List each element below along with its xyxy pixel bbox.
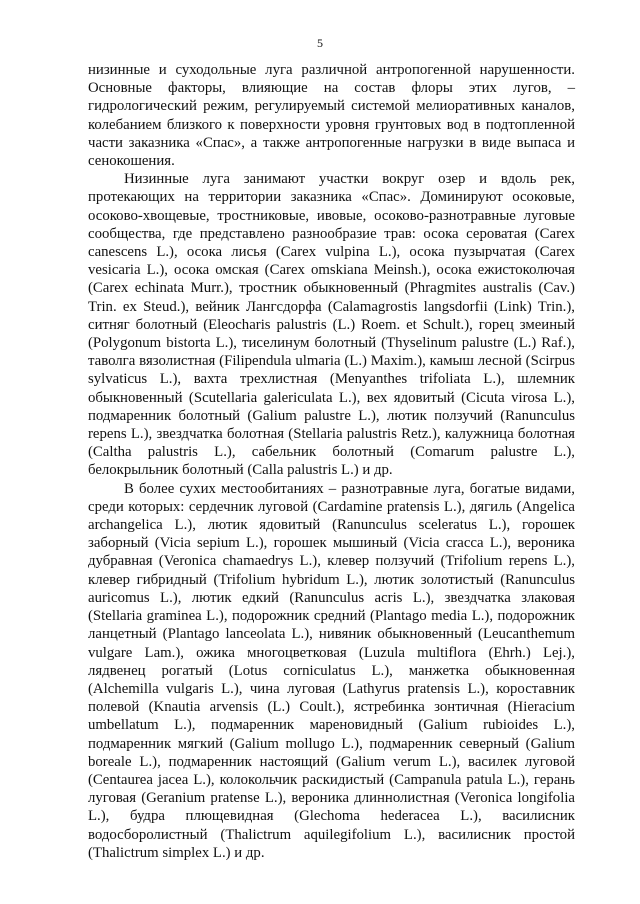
page-number: 5 <box>317 36 323 50</box>
paragraph-continuation: низинные и суходольные луга различной антропогенной нарушенности. Основные факторы, влияющие на состав флоры этих лугов, – гидрологический режим, регулируемый системой мелиоративных каналов, колебанием близкого к поверхности уровня грунтовых вод в подтопленной части заказника «Спас», а также антропогенные нагрузки в виде выпаса и сенокошения. <box>88 62 575 170</box>
paragraph-lowland-meadows: Низинные луга занимают участки вокруг озер и вдоль рек, протекающих на территории заказника «Спас». Доминируют осоковые, осоково-хвощевые, тростниковые, ивовые, осоково-разнотравные луговые сообщества, где представлено разнообразие трав: осока сероватая (Carex canescens L.), осока лисья (Carex vulpina L.), осока пузырчатая (Carex vesicaria L.), осока омская (Carex omskiana Meinsh.), осока ежистоколючая (Carex echinata Murr.), тростник обыкновенный (Phragmites australis (Cav.) Trin. ex Steud.), вейник Лангсдорфа (Calamagrostis langsdorfii (Link) Trin.), ситняг болотный (Eleocharis palustris (L.) Roem. et Schult.), горец змеиный (Polygonum bistorta L.), тиселинум болотный (Thyselinum palustre (L.) Raf.), таволга вязолистная (Filipendula ulmaria (L.) Maxim.), камыш лесной (Scirpus sylvaticus L.), вахта трехлистная (Menyanthes trifoliata L.), шлемник обыкновенный (Scutellaria galericulata L.), вех ядовитый (Cicuta virosa L.), подмаренник болотный (Galium palustre L.), лютик ползучий (Ranunculus repens L.), звездчатка болотная (Stellaria palustris Retz.), калужница болотная (Caltha palustris L.), сабельник болотный (Comarum palustre L.), белокрыльник болотный (Calla palustris L.) и др. <box>88 171 575 479</box>
document-body <box>88 61 575 862</box>
paragraph-dry-habitats: В более сухих местообитаниях – разнотравные луга, богатые видами, среди которых: сердечник луговой (Cardamine pratensis L.), дягиль (Angelica archangelica L.), лютик ядовитый (Ranunculus sceleratus L.), горошек заборный (Vicia sepium L.), горошек мышиный (Vicia cracca L.), вероника дубравная (Veronica chamaedrys L.), клевер ползучий (Trifolium repens L.), клевер гибридный (Trifolium hybridum L.), лютик золотистый (Ranunculus auricomus L.), лютик едкий (Ranunculus acris L.), звездчатка злаковая (Stellaria graminea L.), подорожник средний (Plantago media L.), подорожник ланцетный (Plantago lanceolata L.), нивяник обыкновенный (Leucanthemum vulgare Lam.), ожика многоцветковая (Luzula multiflora (Ehrh.) Lej.), лядвенец рогатый (Lotus corniculatus L.), манжетка обыкновенная (Alchemilla vulgaris L.), чина луговая (Lathyrus pratensis L.), короставник полевой (Knautia arvensis (L.) Coult.), ястребинка зонтичная (Hieracium umbellatum L.), подмаренник мареновидный (Galium rubioides L.), подмаренник мягкий (Galium mollugo L.), подмаренник северный (Galium boreale L.), подмаренник настоящий (Galium verum L.), василек луговой (Centaurea jacea L.), колокольчик раскидистый (Campanula patula L.), герань луговая (Geranium pratense L.), вероника длиннолистная (Veronica longifolia L.), будра плющевидная (Glechoma hederacea L.), василисник водосборолистный (Thalictrum aquilegifolium L.), василисник простой (Thalictrum simplex L.) и др. <box>88 480 575 861</box>
